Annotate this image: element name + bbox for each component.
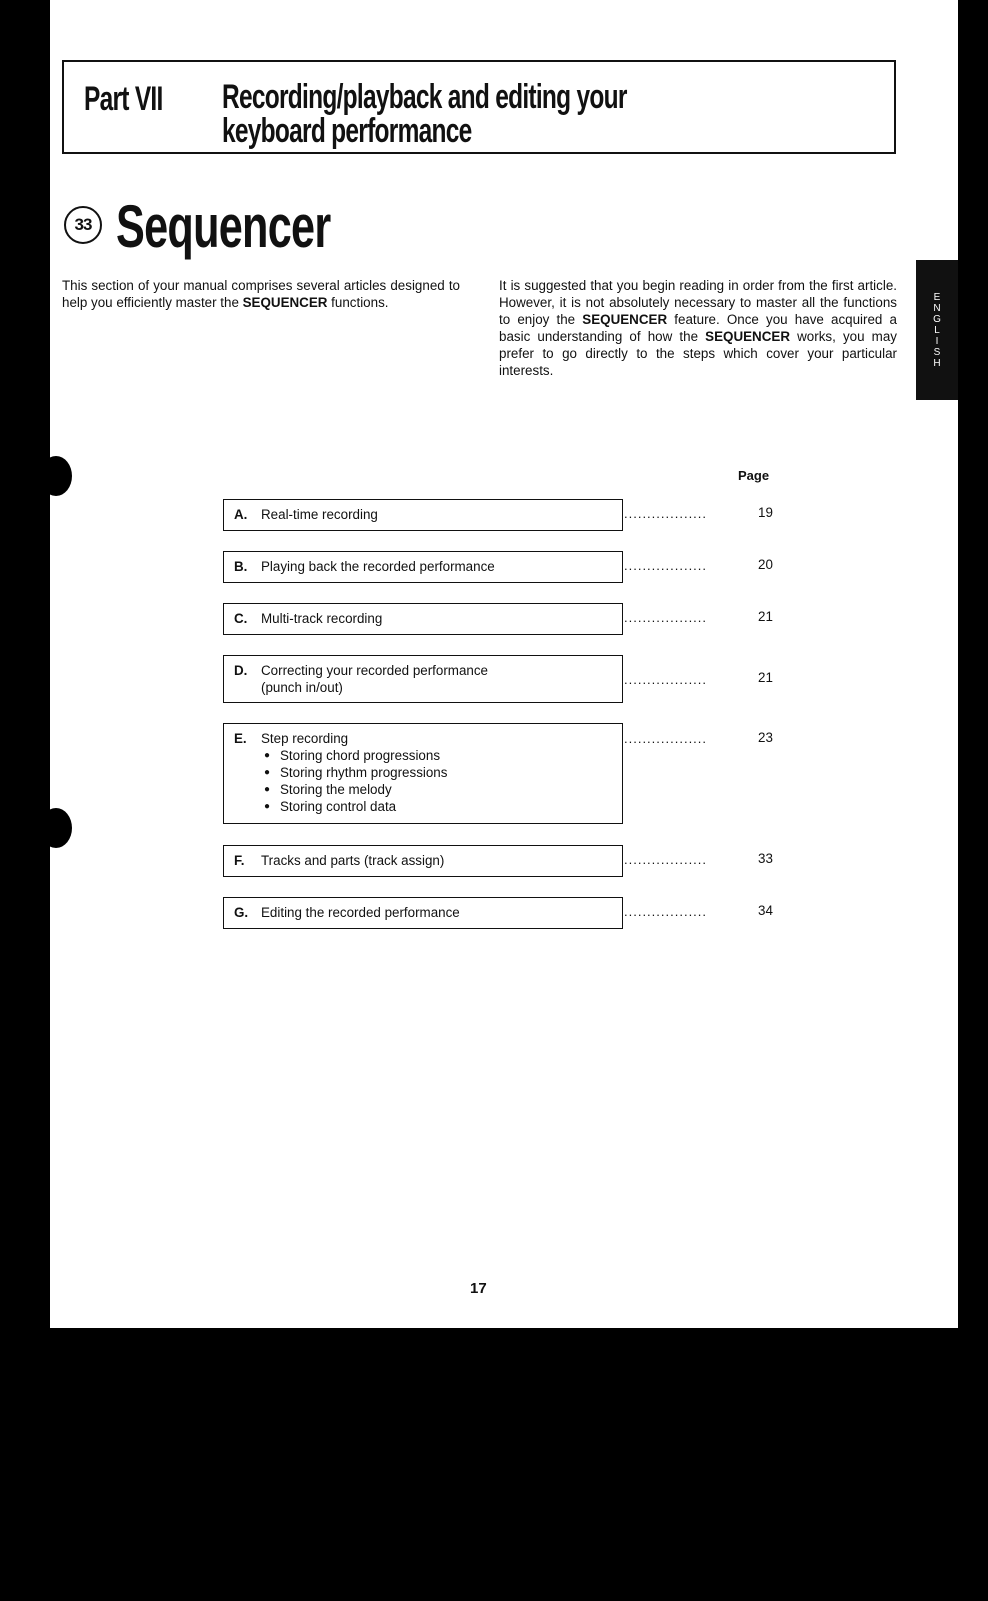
- toc-item-f[interactable]: [223, 845, 623, 877]
- toc-letter: G.: [234, 905, 249, 920]
- toc-bullet-item: ● Storing rhythm progressions: [261, 764, 614, 781]
- toc-bullet-list: [234, 747, 614, 815]
- language-tab-letter: L: [934, 324, 940, 336]
- toc-text-line: (punch in/out): [261, 680, 343, 695]
- toc-item-e[interactable]: [223, 723, 623, 824]
- intro-text: feature. Once you have acquired a basic understanding of how the: [499, 312, 897, 344]
- intro-bold: SEQUENCER: [582, 312, 668, 327]
- toc-text: Editing the recorded performance: [261, 905, 460, 920]
- toc-leader: ..................: [624, 558, 708, 573]
- toc-bullet-item: ● Storing chord progressions: [261, 747, 614, 764]
- intro-paragraph-right: [499, 277, 897, 379]
- language-tab-letter: I: [935, 335, 939, 347]
- toc-page-number: 20: [758, 557, 773, 572]
- intro-text: functions.: [327, 295, 389, 310]
- toc-leader: ..................: [624, 852, 708, 867]
- intro-paragraph-left: [62, 277, 460, 311]
- language-tab: [916, 260, 958, 400]
- toc-letter: C.: [234, 611, 248, 626]
- language-tab-letter: N: [933, 302, 941, 314]
- toc-page-number: 19: [758, 505, 773, 520]
- toc-letter: A.: [234, 507, 248, 522]
- toc-item-d[interactable]: [223, 655, 623, 703]
- toc-text: Tracks and parts (track assign): [261, 853, 445, 868]
- language-tab-letter: E: [933, 291, 941, 303]
- toc-leader: ..................: [624, 904, 708, 919]
- toc-leader: ..................: [624, 672, 708, 687]
- language-tab-letter: H: [933, 357, 941, 369]
- toc-text: Step recording: [261, 731, 349, 746]
- punch-hole-top: [40, 456, 72, 496]
- section-number-badge: 33: [64, 206, 102, 244]
- toc-item-a[interactable]: [223, 499, 623, 531]
- part-title-line: Recording/playback and editing your: [222, 78, 627, 116]
- punch-hole-bottom: [40, 808, 72, 848]
- intro-bold: SEQUENCER: [705, 329, 790, 344]
- intro-text: This section of your manual comprises several articles designed to help you efficiently master the: [62, 278, 460, 310]
- toc-letter: D.: [234, 663, 248, 678]
- intro-bold: SEQUENCER: [242, 295, 328, 310]
- toc-text: [261, 662, 601, 696]
- toc-page-number: 21: [758, 609, 773, 624]
- binding-edge: [0, 0, 50, 1328]
- toc-leader: ..................: [624, 506, 708, 521]
- toc-text-line: Correcting your recorded performance: [261, 663, 489, 678]
- page-number: 17: [470, 1280, 487, 1297]
- toc-page-number: 21: [758, 670, 773, 685]
- part-title-line: keyboard performance: [222, 112, 472, 150]
- toc-letter: F.: [234, 853, 245, 868]
- toc-text: Multi-track recording: [261, 611, 383, 626]
- toc-bullet-item: ● Storing control data: [261, 798, 614, 815]
- toc-letter: B.: [234, 559, 248, 574]
- intro-text: works, you may prefer to go directly to the steps which cover your particular interests.: [499, 329, 897, 378]
- intro-text: It is suggested that you begin reading in order from the first article. However, it is not absolutely necessary to master all the functions to enjoy the: [499, 278, 897, 327]
- toc-item-c[interactable]: [223, 603, 623, 635]
- toc-text: Real-time recording: [261, 507, 378, 522]
- toc-page-number: 34: [758, 903, 773, 918]
- part-header-box: [62, 60, 896, 154]
- toc-item-b[interactable]: [223, 551, 623, 583]
- toc-page-number: 33: [758, 851, 773, 866]
- toc-leader: ..................: [624, 610, 708, 625]
- part-title: [222, 80, 812, 148]
- toc-leader: ..................: [624, 731, 708, 746]
- toc-bullet-item: ● Storing the melody: [261, 781, 614, 798]
- part-label: Part VII: [84, 80, 163, 118]
- toc-page-number: 23: [758, 730, 773, 745]
- language-tab-letter: G: [933, 313, 941, 325]
- toc-letter: E.: [234, 731, 247, 746]
- toc-text: Playing back the recorded performance: [261, 559, 495, 574]
- section-title: Sequencer: [116, 193, 331, 260]
- toc-item-g[interactable]: [223, 897, 623, 929]
- toc-page-heading: Page: [738, 468, 770, 483]
- language-tab-letter: S: [933, 346, 941, 358]
